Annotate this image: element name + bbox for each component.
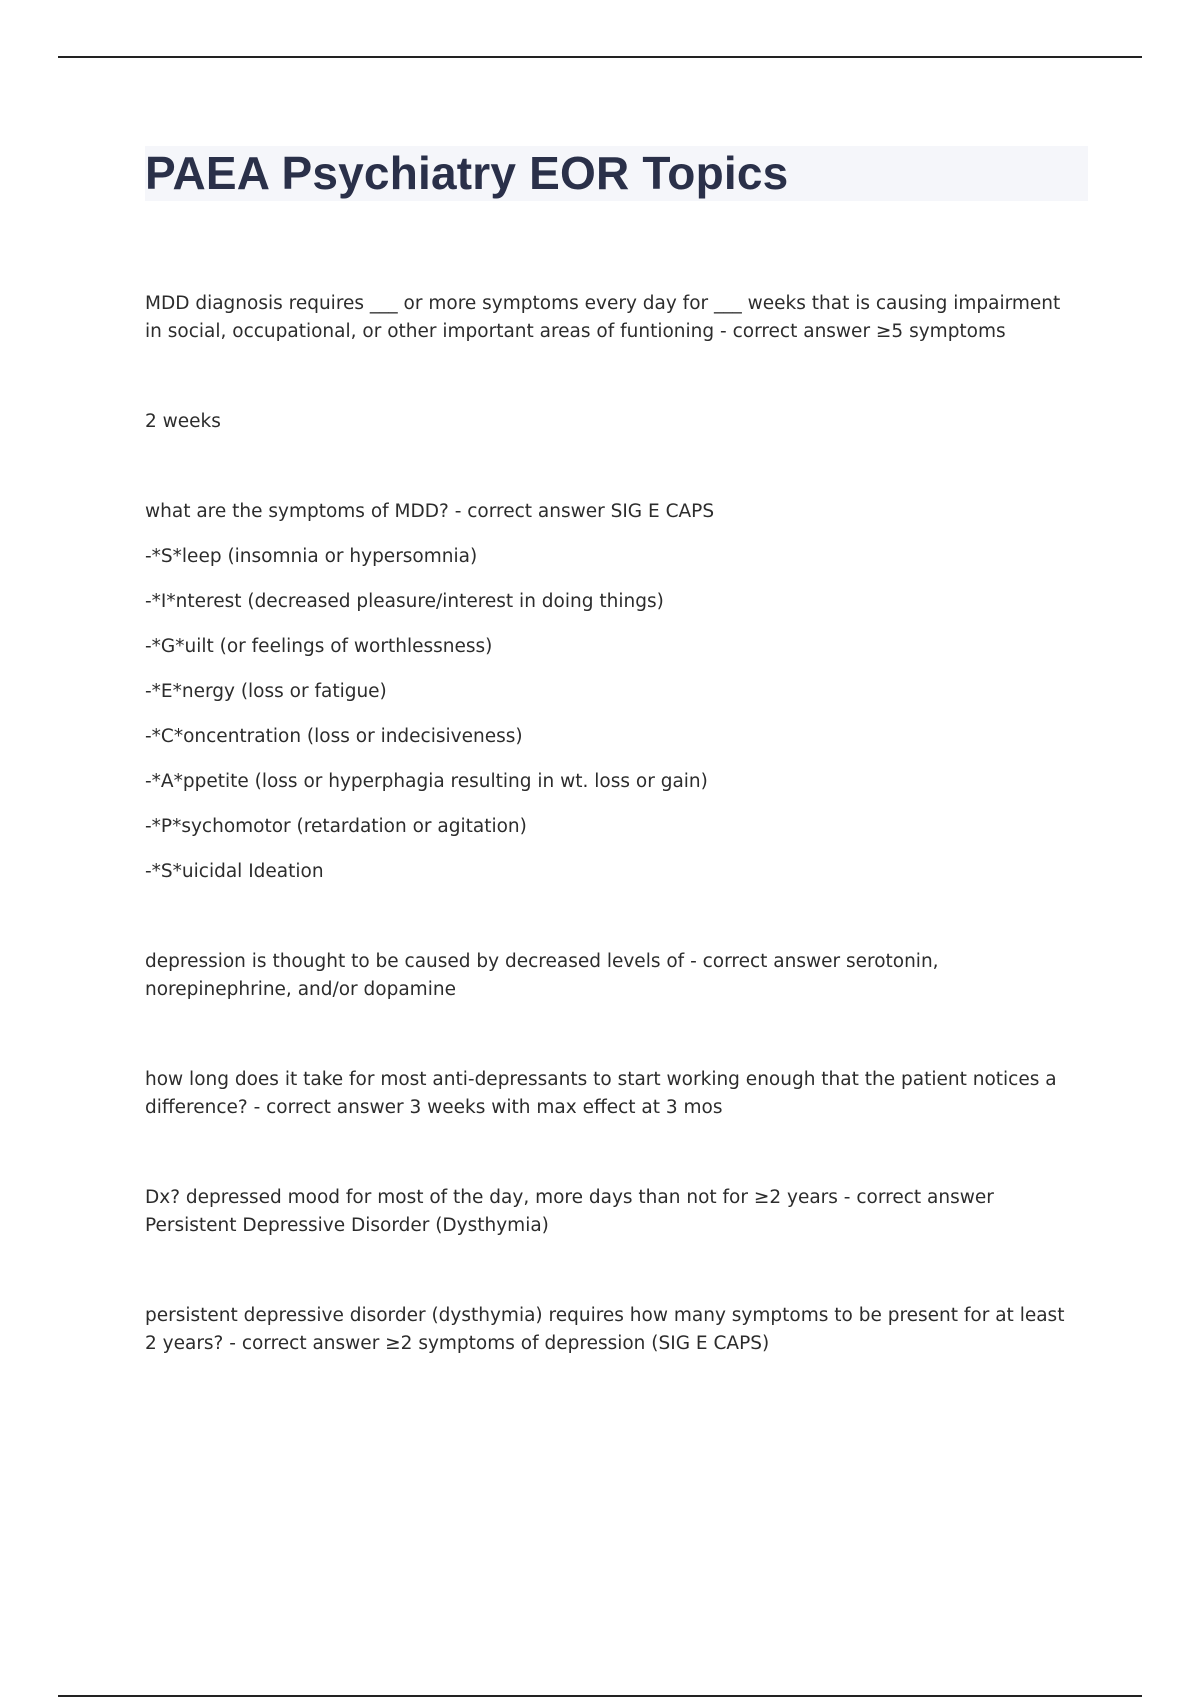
list-item-psychomotor: -*P*sychomotor (retardation or agitation) — [145, 816, 527, 837]
paragraph-two-weeks: 2 weeks — [145, 411, 221, 432]
list-item-sleep: -*S*leep (insomnia or hypersomnia) — [145, 546, 478, 567]
paragraph-antidepressant-onset: how long does it take for most anti-depressants to start working enough that the patient notices a difference? - correct answer 3 weeks with max effect at 3 mos — [145, 1069, 1057, 1118]
top-rule — [58, 56, 1142, 58]
list-item-interest: -*I*nterest (decreased pleasure/interest in doing things) — [145, 591, 664, 612]
list-item-concentration: -*C*oncentration (loss or indecisiveness) — [145, 726, 523, 747]
bottom-rule — [58, 1695, 1142, 1697]
paragraph-mdd-criteria: MDD diagnosis requires ___ or more symptoms every day for ___ weeks that is causing impairment in social, occupational, or other important areas of funtioning - correct answer ≥5 symptoms — [145, 293, 1061, 342]
paragraph-dysthymia-dx: Dx? depressed mood for most of the day, more days than not for ≥2 years - correct answer Persistent Depressive Disorder (Dysthymia) — [145, 1187, 994, 1236]
list-item-energy: -*E*nergy (loss or fatigue) — [145, 681, 387, 702]
page-title: PAEA Psychiatry EOR Topics — [145, 147, 789, 199]
paragraph-dysthymia-symptoms: persistent depressive disorder (dysthymia) requires how many symptoms to be present for at least 2 years? - correct answer ≥2 symptoms of depression (SIG E CAPS) — [145, 1305, 1065, 1354]
paragraph-mdd-symptoms-question: what are the symptoms of MDD? - correct answer SIG E CAPS — [145, 501, 715, 522]
list-item-appetite: -*A*ppetite (loss or hyperphagia resulting in wt. loss or gain) — [145, 771, 708, 792]
list-item-suicidal-ideation: -*S*uicidal Ideation — [145, 861, 324, 882]
document-body — [145, 290, 1065, 1358]
list-item-guilt: -*G*uilt (or feelings of worthlessness) — [145, 636, 493, 657]
paragraph-depression-cause: depression is thought to be caused by decreased levels of - correct answer serotonin, norepinephrine, and/or dopamine — [145, 951, 939, 1000]
